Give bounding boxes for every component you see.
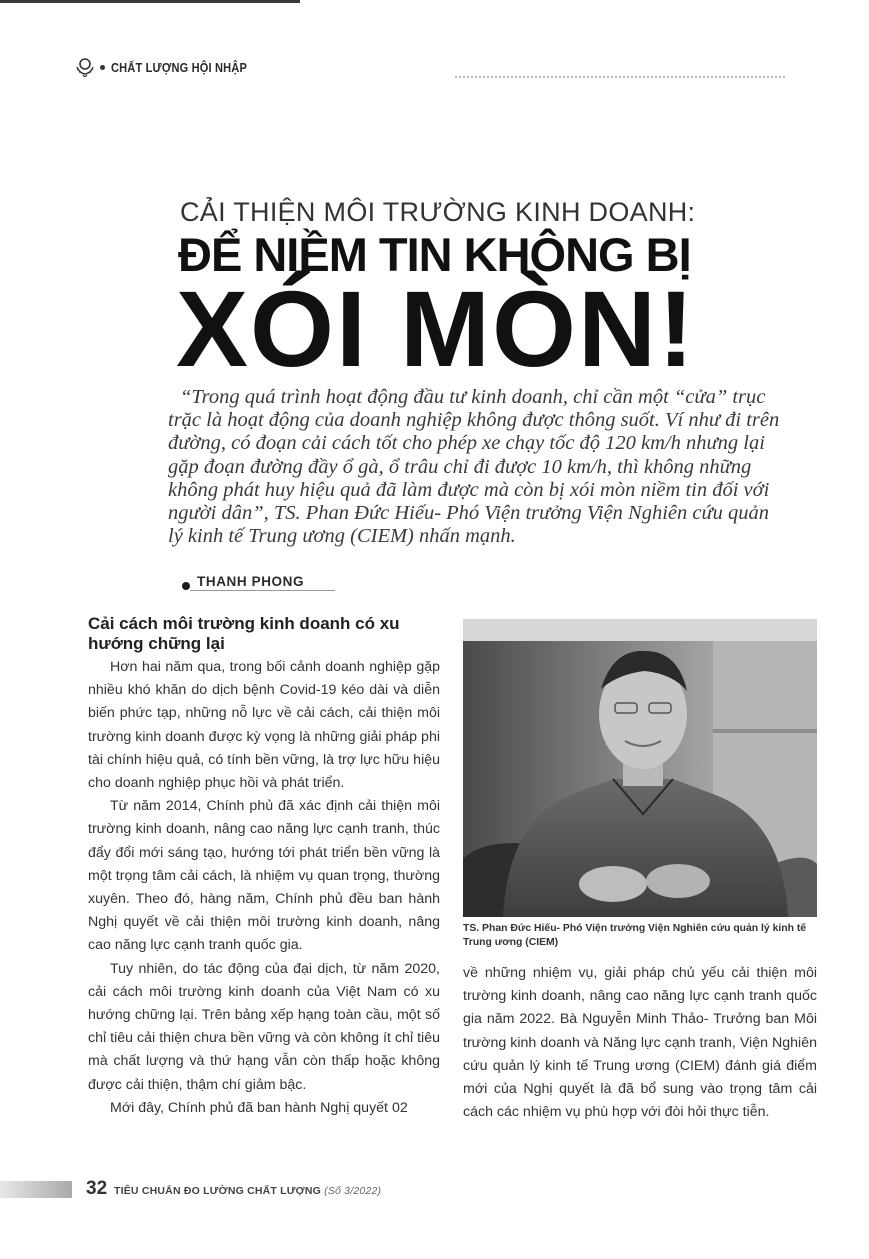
byline xyxy=(182,572,304,590)
paragraph: Từ năm 2014, Chính phủ đã xác định cải thiện môi trường kinh doanh, nâng cao năng lực cạnh tranh, thúc đẩy đổi mới sáng tạo, hướng tới phát triển bền vững là một trọng tâm cải cách, là nhiệm vụ quan trọng, thường xuyên. Theo đó, hàng năm, Chính phủ đều ban hành Nghị quyết về cải thiện môi trường kinh doanh, nâng cao năng lực cạnh tranh quốc gia. xyxy=(88,798,440,954)
headline-line-2: XÓI MÒN! xyxy=(176,268,696,389)
paragraph: về những nhiệm vụ, giải pháp chủ yếu cải thiện môi trường kinh doanh, nâng cao năng lực cạnh tranh quốc gia năm 2022. Bà Nguyễn Minh Thảo- Trưởng ban Môi trường kinh doanh và Năng lực cạnh tranh, Viện Nghiên cứu quản lý kinh tế Trung ương (CIEM) đánh giá điểm mới của Nghị quyết là đã bổ sung vào trọng tâm cải cách các nhiệm vụ phù hợp với đòi hỏi thực tiễn. xyxy=(463,965,817,1121)
section-subheading: Cải cách môi trường kinh doanh có xu hướng chững lại xyxy=(88,614,400,653)
section-header xyxy=(74,55,271,79)
left-column xyxy=(88,656,440,1120)
photo-caption: TS. Phan Đức Hiếu- Phó Viện trưởng Viện Nghiên cứu quản lý kinh tế Trung ương (CIEM) xyxy=(463,923,807,948)
laurel-emblem-icon xyxy=(74,57,96,77)
header-dotted-rule xyxy=(455,76,785,78)
byline-dot xyxy=(182,582,190,590)
footer-publication xyxy=(114,1185,381,1197)
section-label: CHẤT LƯỢNG HỘI NHẬP xyxy=(111,59,248,75)
issue-number: (Số 3/2022) xyxy=(324,1185,382,1197)
paragraph: Mới đây, Chính phủ đã ban hành Nghị quyết 02 xyxy=(110,1099,408,1116)
publication-name: TIÊU CHUẨN ĐO LƯỜNG CHẤT LƯỢNG xyxy=(114,1185,321,1197)
footer-gradient-bar xyxy=(0,1181,72,1198)
paragraph: Hơn hai năm qua, trong bối cảnh doanh nghiệp gặp nhiều khó khăn do dịch bệnh Covid-19 kéo dài và diễn biến phức tạp, những nỗ lực về cải cách, cải thiện môi trường kinh doanh được kỳ vọng là những giải pháp phi tài chính hiệu quả, có tính bền vững, là trợ lực hữu hiệu cho doanh nghiệp phục hồi và phát triển. xyxy=(88,659,440,792)
paragraph: Tuy nhiên, do tác động của đại dịch, từ năm 2020, cải cách môi trường kinh doanh của Việt Nam có xu hướng chững lại. Trên bảng xếp hạng toàn cầu, một số chỉ tiêu cải thiện chưa bền vững và còn không ít chỉ tiêu mà chất lượng và thứ hạng vẫn còn thấp hoặc không được cải thiện, thậm chí giảm bậc. xyxy=(88,960,440,1093)
author-name: THANH PHONG xyxy=(197,573,305,589)
portrait-photo xyxy=(463,619,817,917)
article-kicker: CẢI THIỆN MÔI TRƯỜNG KINH DOANH: xyxy=(180,197,696,227)
right-column xyxy=(463,962,817,1124)
lead-quote: “Trong quá trình hoạt động đầu tư kinh doanh, chỉ cần một “cửa” trục trặc là hoạt động của doanh nghiệp không được thông suốt. Ví như đi trên đường, có đoạn cải cách tốt cho phép xe chạy tốc độ 120 km/h nhưng lại gặp đoạn đường đầy ổ gà, ổ trâu chỉ đi được 10 km/h, thì không những không phát huy hiệu quả đã làm được mà còn bị xói mòn niềm tin đối với người dân”, TS. Phan Đức Hiếu- Phó Viện trưởng Viện Nghiên cứu quản lý kinh tế Trung ương (CIEM) nhấn mạnh. xyxy=(168,386,780,548)
top-rule xyxy=(0,0,300,3)
headline-line-1: ĐỂ NIỀM TIN KHÔNG BỊ xyxy=(178,228,691,281)
page-number: 32 xyxy=(86,1178,108,1199)
bullet-dot xyxy=(100,65,105,70)
byline-rule xyxy=(190,590,335,591)
